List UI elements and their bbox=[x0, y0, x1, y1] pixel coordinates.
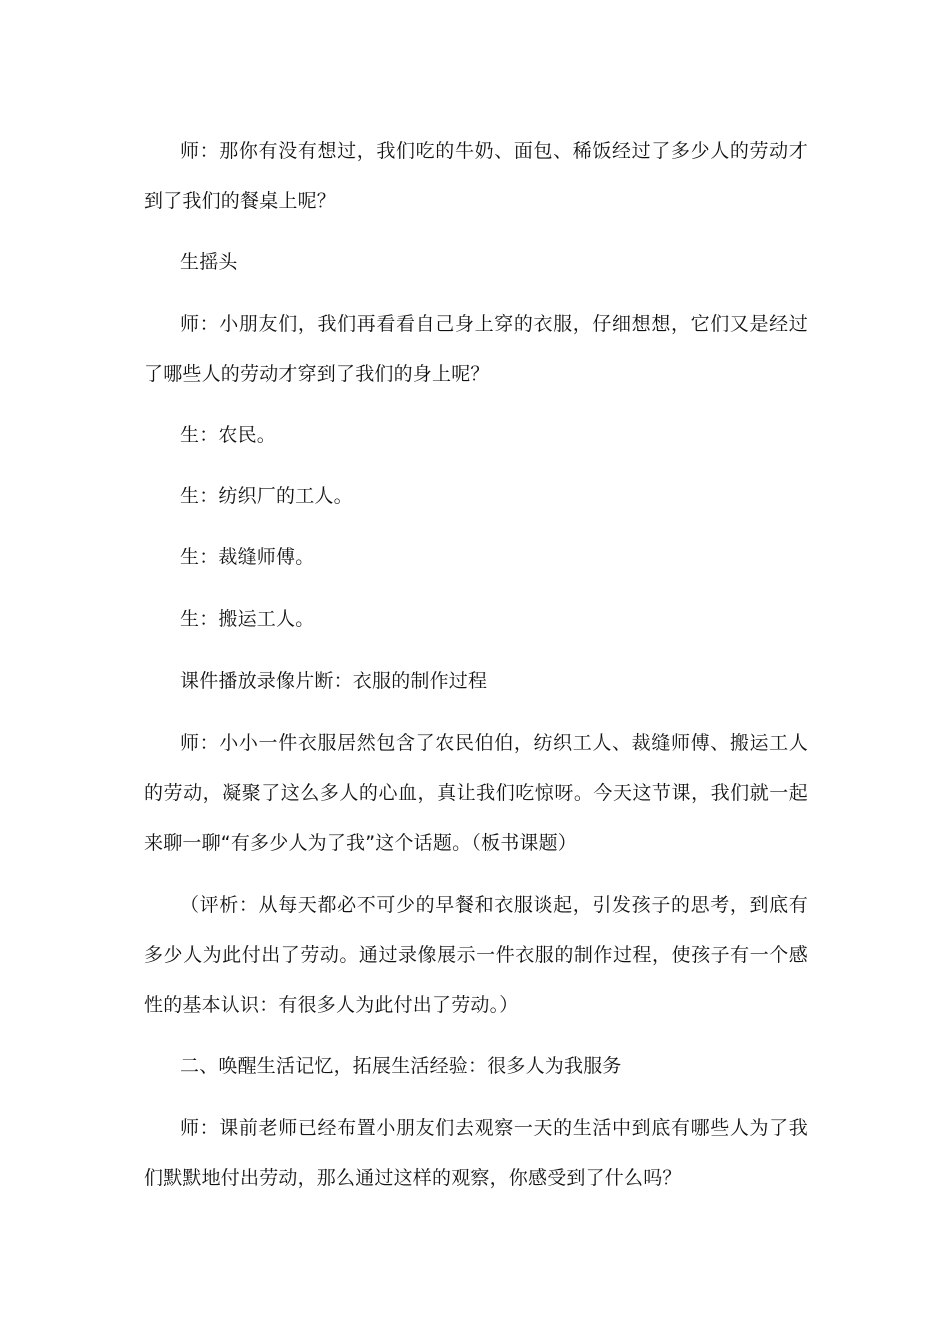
paragraph-student-shakes-head: 生摇头 bbox=[180, 251, 238, 273]
paragraph-commentary: （评析：从每天都必不可少的早餐和衣服谈起，引发孩子的思考，到底有多少人为此付出了劳动。通过录像展示一件衣服的制作过程，使孩子有一个感性的基本认识：有很多人为此付出了劳动。） bbox=[144, 894, 808, 1016]
paragraph-teacher-question-food: 师：那你有没有想过，我们吃的牛奶、面包、稀饭经过了多少人的劳动才到了我们的餐桌上呢？ bbox=[144, 140, 808, 212]
section-heading-two: 二、唤醒生活记忆，拓展生活经验：很多人为我服务 bbox=[180, 1055, 622, 1077]
paragraph-teacher-topic-intro: 师：小小一件衣服居然包含了农民伯伯，纺织工人、裁缝师傅、搬运工人的劳动，凝聚了这么多人的心血，真让我们吃惊呀。今天这节课，我们就一起来聊一聊“有多少人为了我”这个话题。（板书课题） bbox=[144, 732, 808, 854]
paragraph-student-answer-tailor: 生：裁缝师傅。 bbox=[180, 546, 315, 568]
paragraph-student-answer-porter: 生：搬运工人。 bbox=[180, 608, 315, 630]
paragraph-video-segment: 课件播放录像片断：衣服的制作过程 bbox=[180, 670, 488, 692]
paragraph-teacher-observation: 师：课前老师已经布置小朋友们去观察一天的生活中到底有哪些人为了我们默默地付出劳动，那么通过这样的观察，你感受到了什么吗？ bbox=[144, 1117, 808, 1189]
paragraph-teacher-question-clothes: 师：小朋友们，我们再看看自己身上穿的衣服，仔细想想，它们又是经过了哪些人的劳动才穿到了我们的身上呢？ bbox=[144, 313, 808, 385]
paragraph-student-answer-farmer: 生：农民。 bbox=[180, 424, 277, 446]
paragraph-student-answer-textile: 生：纺织厂的工人。 bbox=[180, 485, 353, 507]
